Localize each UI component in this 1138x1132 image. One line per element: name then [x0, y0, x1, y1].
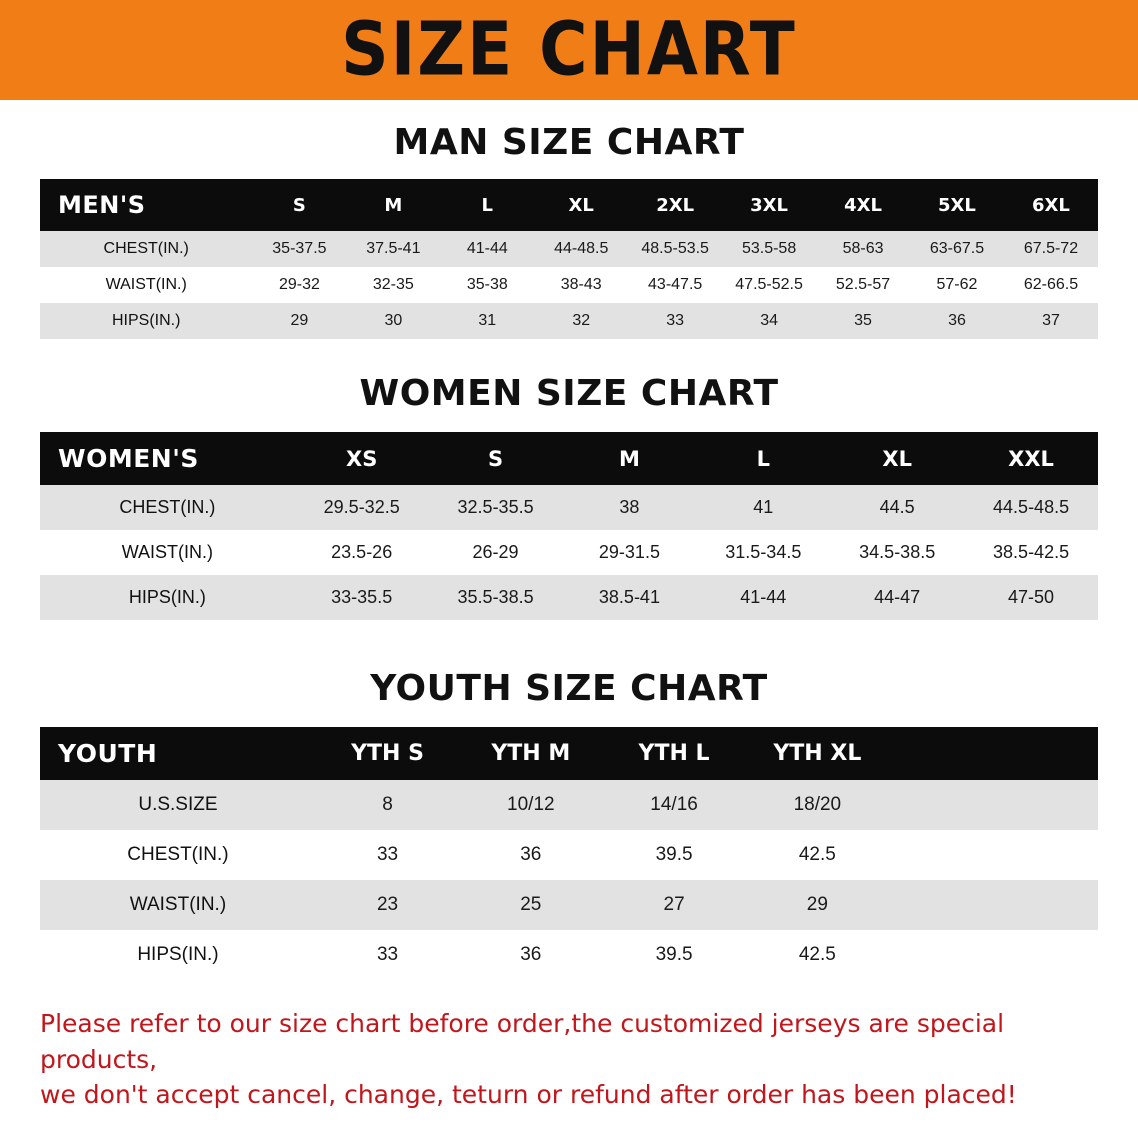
- youth-r1-c0: 33: [316, 830, 459, 880]
- men-col-2: L: [440, 179, 534, 231]
- youth-row-2-label: WAIST(IN.): [40, 880, 316, 930]
- table-row: [40, 930, 1098, 980]
- table-row: [40, 880, 1098, 930]
- table-row: [40, 780, 1098, 830]
- women-header-label: WOMEN'S: [40, 432, 295, 485]
- youth-r2-c2: 27: [602, 880, 745, 930]
- women-r0-c4: 44.5: [830, 485, 964, 530]
- men-r0-c8: 67.5-72: [1004, 231, 1098, 267]
- youth-r2-c0: 23: [316, 880, 459, 930]
- men-r1-c1: 32-35: [346, 267, 440, 303]
- man-section-title: MAN SIZE CHART: [393, 122, 745, 163]
- youth-size-table: [40, 727, 1098, 980]
- youth-col-0: YTH S: [316, 727, 459, 780]
- women-r2-c5: 47-50: [964, 575, 1098, 620]
- youth-section-title: YOUTH SIZE CHART: [370, 668, 768, 709]
- men-r0-c2: 41-44: [440, 231, 534, 267]
- men-r0-c0: 35-37.5: [252, 231, 346, 267]
- table-row: [40, 575, 1098, 620]
- women-r0-c3: 41: [696, 485, 830, 530]
- men-r2-c7: 36: [910, 303, 1004, 339]
- women-col-0: XS: [295, 432, 429, 485]
- youth-r3-c2: 39.5: [602, 930, 745, 980]
- banner: [0, 0, 1138, 100]
- banner-title: SIZE CHART: [341, 6, 797, 93]
- women-col-3: L: [696, 432, 830, 485]
- table-header-row: [40, 432, 1098, 485]
- women-row-0-label: CHEST(IN.): [40, 485, 295, 530]
- women-r0-c0: 29.5-32.5: [295, 485, 429, 530]
- disclaimer-note: [40, 1006, 1098, 1113]
- men-row-0-label: CHEST(IN.): [40, 231, 252, 267]
- table-row: [40, 231, 1098, 267]
- men-r1-c2: 35-38: [440, 267, 534, 303]
- disclaimer-line-1: Please refer to our size chart before order,the customized jerseys are special products,: [40, 1009, 1005, 1074]
- table-row: [40, 267, 1098, 303]
- youth-r0-c2: 14/16: [602, 780, 745, 830]
- women-row-2-label: HIPS(IN.): [40, 575, 295, 620]
- men-r0-c5: 53.5-58: [722, 231, 816, 267]
- women-r1-c2: 29-31.5: [563, 530, 697, 575]
- men-r1-c0: 29-32: [252, 267, 346, 303]
- women-r1-c3: 31.5-34.5: [696, 530, 830, 575]
- youth-col-spacer: [889, 727, 1098, 780]
- women-r2-c1: 35.5-38.5: [429, 575, 563, 620]
- youth-r3-c1: 36: [459, 930, 602, 980]
- men-col-6: 4XL: [816, 179, 910, 231]
- men-r2-c6: 35: [816, 303, 910, 339]
- youth-table-wrap: [40, 727, 1098, 980]
- men-col-1: M: [346, 179, 440, 231]
- youth-r2-c1: 25: [459, 880, 602, 930]
- youth-table-body: [40, 780, 1098, 980]
- men-r0-c3: 44-48.5: [534, 231, 628, 267]
- youth-r0-c0: 8: [316, 780, 459, 830]
- men-col-5: 3XL: [722, 179, 816, 231]
- youth-r1-c2: 39.5: [602, 830, 745, 880]
- women-size-table: [40, 432, 1098, 620]
- women-row-1-label: WAIST(IN.): [40, 530, 295, 575]
- youth-r1-c1: 36: [459, 830, 602, 880]
- women-col-5: XXL: [964, 432, 1098, 485]
- women-table-body: [40, 485, 1098, 620]
- men-r1-c8: 62-66.5: [1004, 267, 1098, 303]
- youth-r0-c1: 10/12: [459, 780, 602, 830]
- men-r2-c5: 34: [722, 303, 816, 339]
- men-col-4: 2XL: [628, 179, 722, 231]
- men-col-8: 6XL: [1004, 179, 1098, 231]
- youth-r3-spacer: [889, 930, 1098, 980]
- youth-r0-spacer: [889, 780, 1098, 830]
- youth-r2-spacer: [889, 880, 1098, 930]
- men-r1-c3: 38-43: [534, 267, 628, 303]
- youth-row-3-label: HIPS(IN.): [40, 930, 316, 980]
- women-col-1: S: [429, 432, 563, 485]
- women-r2-c2: 38.5-41: [563, 575, 697, 620]
- table-header-row: [40, 179, 1098, 231]
- youth-r2-c3: 29: [746, 880, 889, 930]
- women-r2-c4: 44-47: [830, 575, 964, 620]
- youth-r3-c0: 33: [316, 930, 459, 980]
- men-r2-c1: 30: [346, 303, 440, 339]
- youth-r0-c3: 18/20: [746, 780, 889, 830]
- men-header-label: MEN'S: [40, 179, 252, 231]
- women-r0-c1: 32.5-35.5: [429, 485, 563, 530]
- women-section-title: WOMEN SIZE CHART: [359, 373, 779, 414]
- men-r0-c6: 58-63: [816, 231, 910, 267]
- women-r2-c3: 41-44: [696, 575, 830, 620]
- youth-row-0-label: U.S.SIZE: [40, 780, 316, 830]
- women-r1-c0: 23.5-26: [295, 530, 429, 575]
- women-table-wrap: [40, 432, 1098, 620]
- women-r1-c1: 26-29: [429, 530, 563, 575]
- men-r2-c8: 37: [1004, 303, 1098, 339]
- women-r0-c2: 38: [563, 485, 697, 530]
- table-header-row: [40, 727, 1098, 780]
- youth-r3-c3: 42.5: [746, 930, 889, 980]
- men-table-head: [40, 179, 1098, 231]
- youth-table-head: [40, 727, 1098, 780]
- table-row: [40, 830, 1098, 880]
- youth-r1-spacer: [889, 830, 1098, 880]
- women-r1-c5: 38.5-42.5: [964, 530, 1098, 575]
- men-row-1-label: WAIST(IN.): [40, 267, 252, 303]
- men-r1-c7: 57-62: [910, 267, 1004, 303]
- table-row: [40, 485, 1098, 530]
- men-table-body: [40, 231, 1098, 339]
- men-r1-c6: 52.5-57: [816, 267, 910, 303]
- youth-header-label: YOUTH: [40, 727, 316, 780]
- table-row: [40, 530, 1098, 575]
- men-r0-c1: 37.5-41: [346, 231, 440, 267]
- youth-row-1-label: CHEST(IN.): [40, 830, 316, 880]
- men-row-2-label: HIPS(IN.): [40, 303, 252, 339]
- men-r2-c4: 33: [628, 303, 722, 339]
- men-r2-c2: 31: [440, 303, 534, 339]
- men-r0-c7: 63-67.5: [910, 231, 1004, 267]
- man-table-wrap: [40, 179, 1098, 339]
- women-r2-c0: 33-35.5: [295, 575, 429, 620]
- women-r0-c5: 44.5-48.5: [964, 485, 1098, 530]
- youth-col-1: YTH M: [459, 727, 602, 780]
- men-r1-c5: 47.5-52.5: [722, 267, 816, 303]
- women-table-head: [40, 432, 1098, 485]
- women-r1-c4: 34.5-38.5: [830, 530, 964, 575]
- table-row: [40, 303, 1098, 339]
- women-col-2: M: [563, 432, 697, 485]
- youth-col-3: YTH XL: [746, 727, 889, 780]
- men-r2-c0: 29: [252, 303, 346, 339]
- disclaimer-line-2: we don't accept cancel, change, teturn or refund after order has been placed!: [40, 1080, 1017, 1109]
- men-r2-c3: 32: [534, 303, 628, 339]
- youth-r1-c3: 42.5: [746, 830, 889, 880]
- men-r0-c4: 48.5-53.5: [628, 231, 722, 267]
- women-col-4: XL: [830, 432, 964, 485]
- men-col-3: XL: [534, 179, 628, 231]
- men-col-0: S: [252, 179, 346, 231]
- men-r1-c4: 43-47.5: [628, 267, 722, 303]
- men-size-table: [40, 179, 1098, 339]
- youth-col-2: YTH L: [602, 727, 745, 780]
- men-col-7: 5XL: [910, 179, 1004, 231]
